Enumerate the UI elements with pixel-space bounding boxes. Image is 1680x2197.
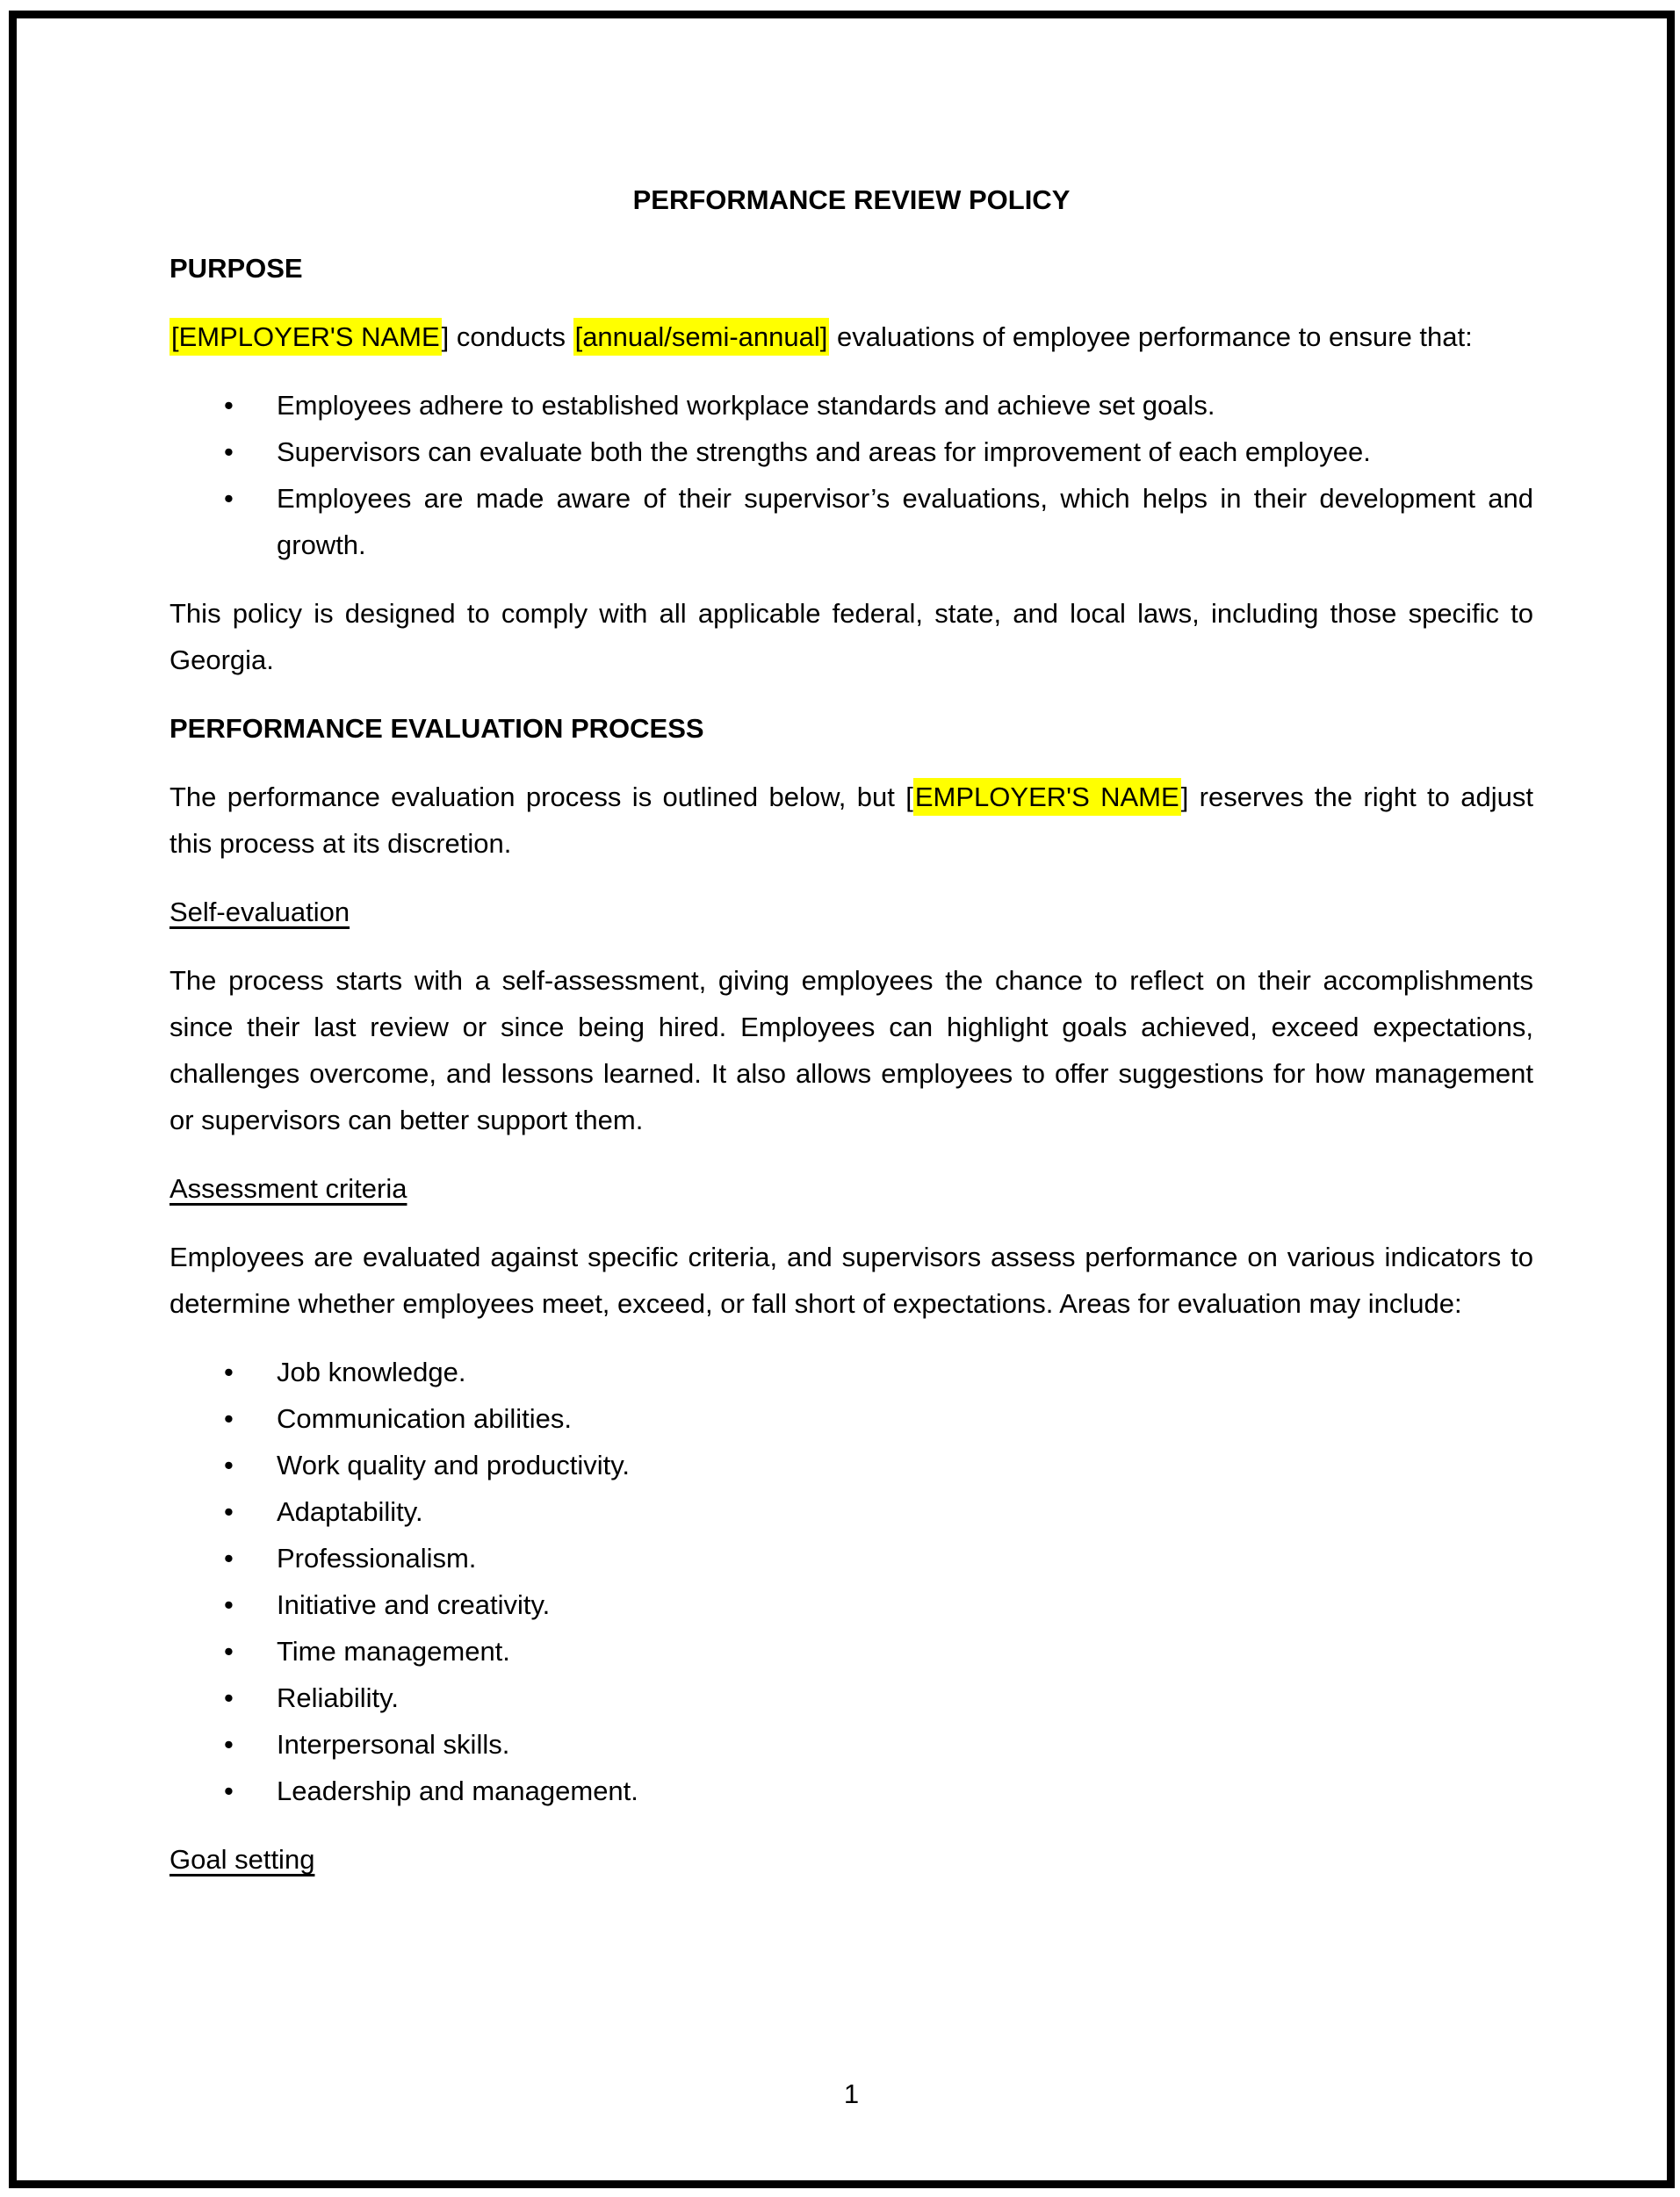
bullet-item [169,1349,1533,1395]
page-number: 1 [843,2078,860,2109]
bullet-list [169,382,1533,568]
bullet-icon: • [224,1682,234,1713]
bullet-icon: • [224,1450,234,1480]
bullet-item [169,382,1533,429]
bullet-item-text: Communication abilities. [277,1403,572,1434]
bullet-item [169,1395,1533,1442]
bullet-item [169,1581,1533,1628]
subsection-heading: Assessment criteria [169,1173,407,1204]
bullet-item [169,1721,1533,1768]
text-run: ] reserves the right to adjust this process at its discretion. [169,782,1533,859]
bullet-icon: • [224,1776,234,1806]
bullet-icon: • [224,1589,234,1620]
text-run: evaluations of employee performance to ensure that: [829,321,1473,352]
bullet-item-text: Reliability. [277,1682,399,1713]
bullet-item-text: Adaptability. [277,1496,423,1527]
bullet-item-text: Leadership and management. [277,1776,638,1806]
bullet-item-text: Job knowledge. [277,1357,466,1387]
bullet-icon: • [224,1543,234,1574]
paragraph [169,313,1533,360]
text-run: The process starts with a self-assessment, giving employees the chance to reflect on their accomplishments since their last review or since being hired. Employees can highlight goals achieved, exceed expectations, challenges overcome, and lessons learned. It also allows employees to offer suggestions for how management or supervisors can better support them. [169,965,1533,1135]
bullet-item [169,1628,1533,1675]
bullet-icon: • [224,1496,234,1527]
bullet-item-text: Initiative and creativity. [277,1589,551,1620]
bullet-item [169,475,1533,568]
bullet-icon: • [224,436,234,467]
bullet-item [169,1535,1533,1581]
subsection-heading: Self-evaluation [169,897,350,927]
paragraph [169,1234,1533,1327]
bullet-icon: • [224,1729,234,1760]
bullet-item [169,1442,1533,1488]
paragraph [169,590,1533,683]
bullet-item-text: Employees adhere to established workplace standards and achieve set goals. [277,390,1215,421]
subsection-heading: Goal setting [169,1844,315,1875]
text-run: This policy is designed to comply with all applicable federal, state, and local laws, including those specific to Georgia. [169,598,1533,675]
bullet-icon: • [224,1636,234,1667]
bullet-item [169,1488,1533,1535]
bullet-item-text: Work quality and productivity. [277,1450,631,1480]
highlighted-text: EMPLOYER'S NAME [913,778,1181,816]
bullet-item-text: Time management. [277,1636,510,1667]
text-run: ] conducts [441,321,573,352]
text-run: The performance evaluation process is outlined below, but [ [169,782,913,812]
bullet-icon: • [224,1357,234,1387]
bullet-icon: • [224,483,234,514]
section-heading: PURPOSE [169,253,303,284]
bullet-item-text: Employees are made aware of their supervisor’s evaluations, which helps in their development and growth. [277,483,1533,560]
paragraph [169,957,1533,1143]
bullet-list [169,1349,1533,1814]
text-run: Employees are evaluated against specific criteria, and supervisors assess performance on various indicators to determine whether employees meet, exceed, or fall short of expectations. Areas for evaluation may include: [169,1242,1533,1319]
bullet-item [169,429,1533,475]
bullet-icon: • [224,1403,234,1434]
bullet-item-text: Interpersonal skills. [277,1729,510,1760]
bullet-item [169,1768,1533,1814]
paragraph [169,774,1533,867]
section-heading: PERFORMANCE EVALUATION PROCESS [169,713,704,744]
document-title: PERFORMANCE REVIEW POLICY [632,184,1071,215]
highlighted-text: [EMPLOYER'S NAME [169,318,442,356]
bullet-item [169,1675,1533,1721]
bullet-item-text: Supervisors can evaluate both the strengths and areas for improvement of each employee. [277,436,1371,467]
document-content [169,176,1533,1905]
bullet-item-text: Professionalism. [277,1543,477,1574]
bullet-icon: • [224,390,234,421]
highlighted-text: [annual/semi-annual] [573,318,830,356]
